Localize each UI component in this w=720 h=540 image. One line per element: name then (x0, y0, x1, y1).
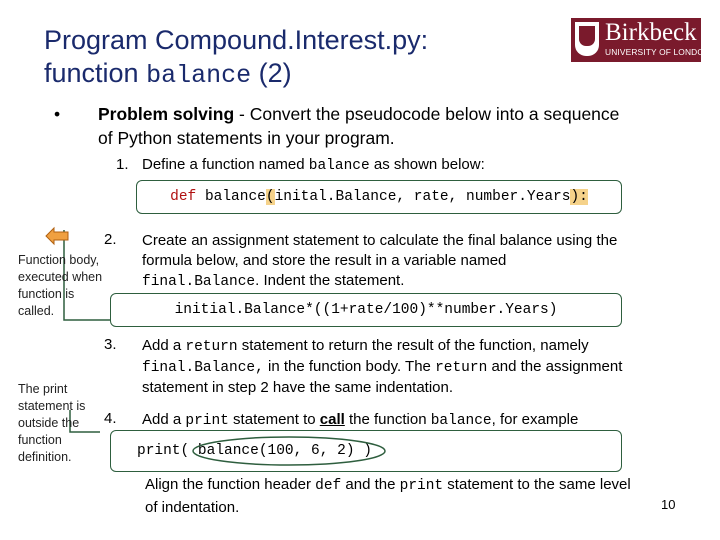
logo-subtitle: UNIVERSITY OF LONDON (605, 47, 711, 57)
birkbeck-logo (571, 18, 711, 62)
step-2-number: 2. (104, 231, 117, 248)
step-3-code-return: return (185, 339, 238, 355)
close-paren: ): (570, 189, 588, 205)
logo-name: Birkbeck (605, 19, 697, 46)
align-code-def: def (315, 478, 342, 494)
step-4-code-balance: balance (430, 413, 492, 429)
title-prefix: function (44, 58, 147, 88)
step-2-body: Create an assignment statement to calculate the final balance using the formula below, and store the result in a variable named (142, 232, 618, 269)
step-1-prefix: Define a function named (142, 156, 309, 173)
formula-text: initial.Balance*((1+rate/100)**number.Years) (174, 302, 558, 318)
align-note (145, 474, 635, 519)
step-4-number: 4. (104, 410, 117, 427)
def-params: inital.Balance, rate, number.Years (274, 189, 571, 205)
step-1-code: balance (308, 158, 370, 174)
step-4-suffix: , for example (491, 411, 579, 428)
def-keyword: def (170, 189, 197, 205)
formula-code-box (110, 293, 622, 327)
title-line-2 (44, 57, 428, 92)
shield-icon (575, 22, 599, 56)
def-code-box (136, 180, 622, 214)
step-1-suffix: as shown below: (369, 156, 485, 173)
step-4-text (142, 410, 662, 431)
step-2-text (142, 231, 662, 292)
def-function-name: balance (196, 189, 266, 205)
step-3-code-return-2: return (435, 360, 488, 376)
step-3-number: 3. (104, 336, 117, 353)
open-paren: ( (265, 189, 275, 205)
align-suffix: statement to the same level of indentation. (145, 476, 631, 516)
align-prefix: Align the function header (145, 476, 316, 493)
highlight-ellipse (193, 437, 385, 465)
print-statement-note: The print statement is outside the function definition. (18, 382, 86, 464)
step-3-text (142, 336, 642, 398)
title-code: balance (146, 61, 252, 90)
page-title (44, 24, 428, 92)
page-number: 10 (661, 497, 676, 512)
bullet-problem-solving (54, 102, 630, 150)
balance-call-highlight (190, 434, 390, 468)
align-code-print: print (399, 478, 444, 494)
pointing-hand-icon (44, 226, 70, 248)
step-4-call: call (319, 411, 345, 428)
function-body-note: Function body, executed when function is called. (18, 253, 103, 318)
print-code-text: print( balance(100, 6, 2) ) (137, 443, 372, 459)
step-3-suffix: and the assignment statement in step 2 have the same indentation. (142, 358, 623, 396)
bullet-dot-icon: • (54, 104, 61, 124)
step-3-mid2: in the function body. The (263, 358, 436, 375)
step-3-prefix: Add a (142, 337, 186, 354)
align-mid: and the (341, 476, 400, 493)
bullet-text: - Convert the pseudocode below into a sequence of Python statements in your program. (98, 104, 620, 148)
step-2-code: final.Balance (142, 274, 256, 290)
step-4-prefix: Add a (142, 411, 186, 428)
step-2-suffix: . Indent the statement. (255, 272, 405, 289)
step-4-mid2: the function (344, 411, 431, 428)
title-line-1: Program Compound.Interest.py: (44, 25, 429, 55)
step-1-number: 1. (116, 156, 129, 173)
hand-svg (44, 226, 70, 248)
step-4-code-print: print (185, 413, 229, 429)
step-3-mid1: statement to return the result of the function, namely (237, 337, 589, 354)
step-4-mid1: statement to (228, 411, 320, 428)
step-3-code-final: final.Balance, (142, 360, 264, 376)
bullet-heading: Problem solving (98, 104, 235, 124)
title-suffix: (2) (251, 58, 292, 88)
step-1-text (142, 155, 612, 176)
